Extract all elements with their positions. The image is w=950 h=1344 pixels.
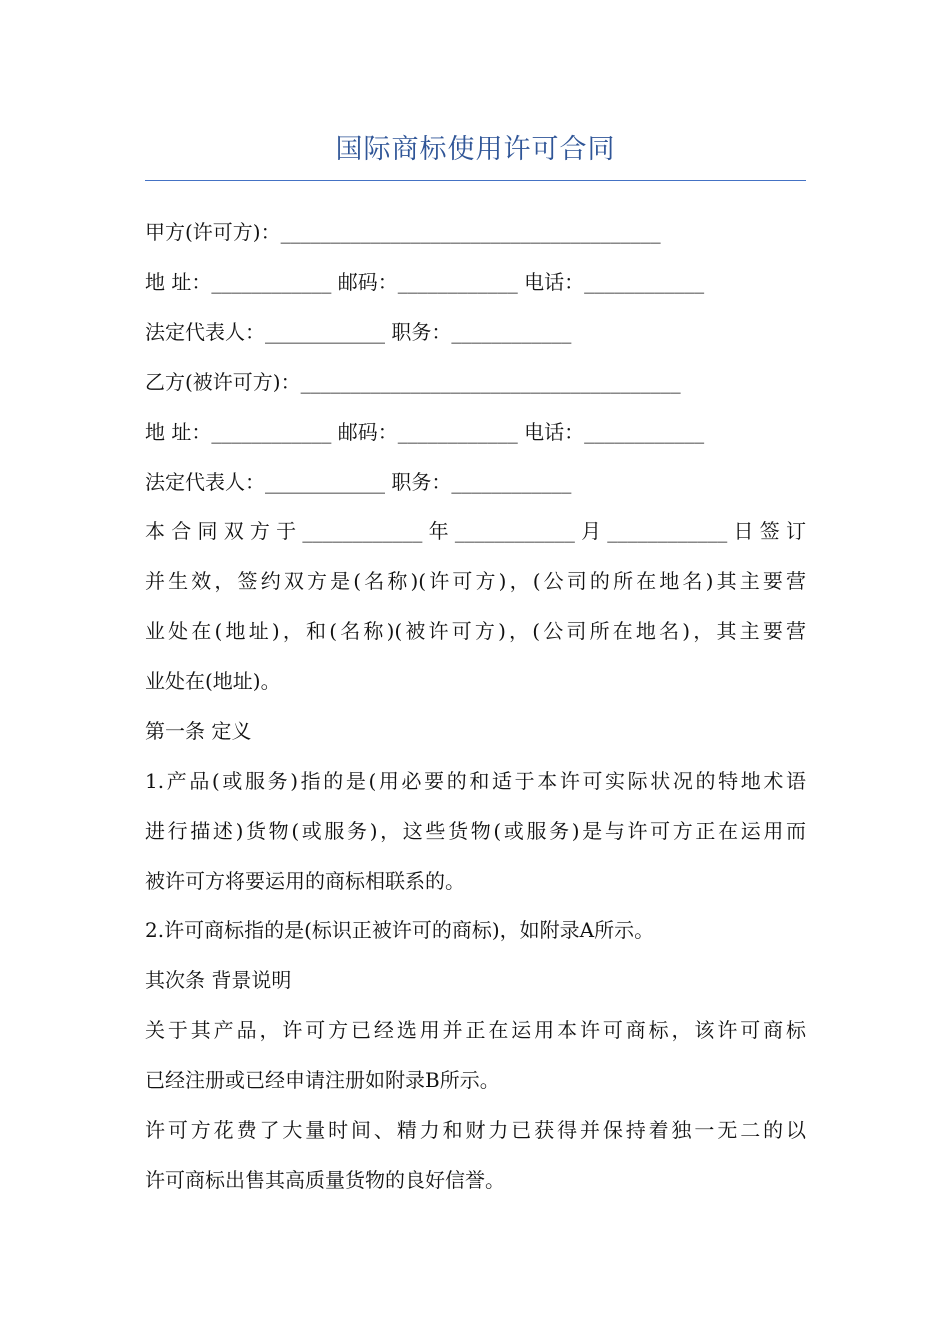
paragraph-line: 已经注册或已经申请注册如附录B所示。: [145, 1068, 500, 1092]
party-a-address-line: 地 址：____________ 邮码：____________ 电话：____________: [145, 270, 705, 294]
paragraph-line: 被许可方将要运用的商标相联系的。: [145, 869, 465, 893]
party-b-address-line: 地 址：____________ 邮码：____________ 电话：____________: [145, 420, 705, 444]
title-underline: [145, 180, 806, 181]
paragraph-line: 许可商标出售其高质量货物的良好信誉。: [145, 1168, 505, 1192]
paragraph-line: 许可方花费了大量时间、精力和财力已获得并保持着独一无二的以: [145, 1118, 806, 1142]
document-title: 国际商标使用许可合同: [335, 134, 616, 165]
paragraph-line: 2.许可商标指的是(标识正被许可的商标)，如附录A所示。: [145, 918, 655, 942]
paragraph-line: 业处在(地址)。: [145, 669, 281, 693]
paragraph-line: 业处在(地址)，和(名称)(被许可方)，(公司所在地名)，其主要营: [145, 619, 806, 643]
paragraph-line: 并生效，签约双方是(名称)(许可方)，(公司的所在地名)其主要营: [145, 569, 806, 593]
paragraph-line: 进行描述)货物(或服务)，这些货物(或服务)是与许可方正在运用而: [145, 819, 806, 843]
section-heading: 其次条 背景说明: [145, 968, 292, 992]
party-b-line: 乙方(被许可方)：______________________________________: [145, 370, 681, 394]
paragraph-line: 本合同双方于____________年____________月____________日签订: [145, 519, 806, 543]
paragraph-line: 1.产品(或服务)指的是(用必要的和适于本许可实际状况的特地术语: [145, 769, 806, 793]
section-heading: 第一条 定义: [145, 719, 252, 743]
paragraph-line: 关于其产品，许可方已经选用并正在运用本许可商标，该许可商标: [145, 1018, 806, 1042]
party-a-representative-line: 法定代表人：____________ 职务：____________: [145, 320, 572, 344]
party-b-representative-line: 法定代表人：____________ 职务：____________: [145, 470, 572, 494]
party-a-line: 甲方(许可方)：______________________________________: [145, 220, 661, 244]
